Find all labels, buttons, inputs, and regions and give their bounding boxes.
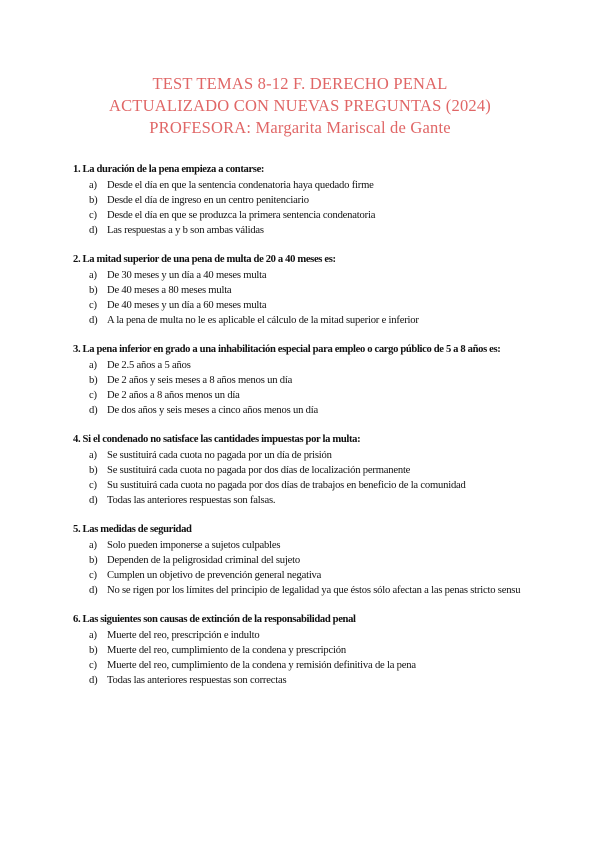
option-c (73, 568, 535, 583)
question-1 (73, 162, 535, 238)
option-text: Las respuestas a y b son ambas válidas (107, 225, 264, 236)
option-letter: b) (89, 195, 98, 206)
option-text: Se sustituirá cada cuota no pagada por un día de prisión (107, 450, 332, 461)
question-heading: 4. Si el condenado no satisface las cantidades impuestas por la multa: (73, 434, 361, 445)
option-text: Muerte del reo, prescripción e indulto (107, 630, 260, 641)
question-4 (73, 432, 535, 508)
option-list (73, 448, 535, 508)
option-letter: a) (89, 630, 97, 641)
question-heading: 5. Las medidas de seguridad (73, 524, 192, 535)
option-letter: c) (89, 390, 97, 401)
option-letter: b) (89, 375, 98, 386)
option-letter: b) (89, 465, 98, 476)
option-a (73, 538, 535, 553)
option-text: Todas las anteriores respuestas son correctas (107, 675, 287, 686)
option-text: Muerte del reo, cumplimiento de la condena y remisión definitiva de la pena (107, 660, 416, 671)
option-text: Cumplen un objetivo de prevención general negativa (107, 570, 322, 581)
option-text: De 2 años y seis meses a 8 años menos un día (107, 375, 293, 386)
option-d (73, 583, 535, 598)
option-c (73, 658, 535, 673)
option-c (73, 478, 535, 493)
option-a (73, 358, 535, 373)
option-letter: b) (89, 645, 98, 656)
option-text: De 40 meses y un día a 60 meses multa (107, 300, 267, 311)
option-b (73, 643, 535, 658)
document-title (60, 73, 540, 139)
option-text: Todas las anteriores respuestas son falsas. (107, 495, 276, 506)
question-heading: 2. La mitad superior de una pena de multa de 20 a 40 meses es: (73, 254, 336, 265)
title-line-1: TEST TEMAS 8-12 F. DERECHO PENAL (152, 74, 448, 93)
option-letter: a) (89, 540, 97, 551)
option-letter: b) (89, 555, 98, 566)
question-heading: 1. La duración de la pena empieza a contarse: (73, 164, 265, 175)
option-text: Muerte del reo, cumplimiento de la condena y prescripción (107, 645, 346, 656)
option-text: De 2 años a 8 años menos un día (107, 390, 240, 401)
option-letter: c) (89, 660, 97, 671)
option-list (73, 268, 535, 328)
option-text: Se sustituirá cada cuota no pagada por dos días de localización permanente (107, 465, 411, 476)
option-letter: a) (89, 360, 97, 371)
option-letter: d) (89, 675, 98, 686)
option-d (73, 403, 535, 418)
option-letter: c) (89, 480, 97, 491)
option-list (73, 358, 535, 418)
option-text: Su sustituirá cada cuota no pagada por dos días de trabajos en beneficio de la comunidad (107, 480, 466, 491)
option-letter: d) (89, 495, 98, 506)
option-d (73, 673, 535, 688)
option-letter: d) (89, 405, 98, 416)
option-letter: c) (89, 570, 97, 581)
option-text: Desde el día de ingreso en un centro penitenciario (107, 195, 309, 206)
option-text: Dependen de la peligrosidad criminal del sujeto (107, 555, 300, 566)
option-a (73, 178, 535, 193)
option-letter: a) (89, 450, 97, 461)
option-d (73, 493, 535, 508)
option-letter: a) (89, 270, 97, 281)
question-3 (73, 342, 535, 418)
title-line-2: ACTUALIZADO CON NUEVAS PREGUNTAS (2024) (108, 96, 491, 115)
option-list (73, 628, 535, 688)
option-b (73, 553, 535, 568)
option-list (73, 178, 535, 238)
option-c (73, 298, 535, 313)
option-b (73, 193, 535, 208)
question-5 (73, 522, 535, 598)
question-heading: 6. Las siguientes son causas de extinción de la responsabilidad penal (73, 614, 356, 625)
option-a (73, 448, 535, 463)
title-line-3: PROFESORA: Margarita Mariscal de Gante (149, 118, 451, 137)
option-list (73, 538, 535, 598)
option-letter: d) (89, 585, 98, 596)
option-text: No se rigen por los límites del principio de legalidad ya que éstos sólo afectan a las penas stricto sensu (107, 585, 521, 596)
option-text: Desde el día en que se produzca la primera sentencia condenatoria (107, 210, 376, 221)
option-letter: d) (89, 315, 98, 326)
option-letter: d) (89, 225, 98, 236)
option-c (73, 388, 535, 403)
option-d (73, 223, 535, 238)
option-text: Desde el día en que la sentencia condenatoria haya quedado firme (107, 180, 374, 191)
option-letter: b) (89, 285, 98, 296)
option-text: De 2.5 años a 5 años (107, 360, 191, 371)
option-text: De 30 meses y un día a 40 meses multa (107, 270, 267, 281)
option-b (73, 283, 535, 298)
option-text: De dos años y seis meses a cinco años menos un día (107, 405, 318, 416)
option-text: De 40 meses a 80 meses multa (107, 285, 232, 296)
option-b (73, 373, 535, 388)
option-letter: c) (89, 210, 97, 221)
question-6 (73, 612, 535, 688)
option-a (73, 628, 535, 643)
option-letter: a) (89, 180, 97, 191)
option-text: A la pena de multa no le es aplicable el cálculo de la mitad superior e inferior (107, 315, 419, 326)
question-heading: 3. La pena inferior en grado a una inhabilitación especial para empleo o cargo público de 5 a 8 años es: (73, 344, 501, 355)
option-letter: c) (89, 300, 97, 311)
option-a (73, 268, 535, 283)
option-c (73, 208, 535, 223)
question-2 (73, 252, 535, 328)
question-list (73, 162, 535, 702)
option-text: Solo pueden imponerse a sujetos culpables (107, 540, 281, 551)
option-b (73, 463, 535, 478)
option-d (73, 313, 535, 328)
